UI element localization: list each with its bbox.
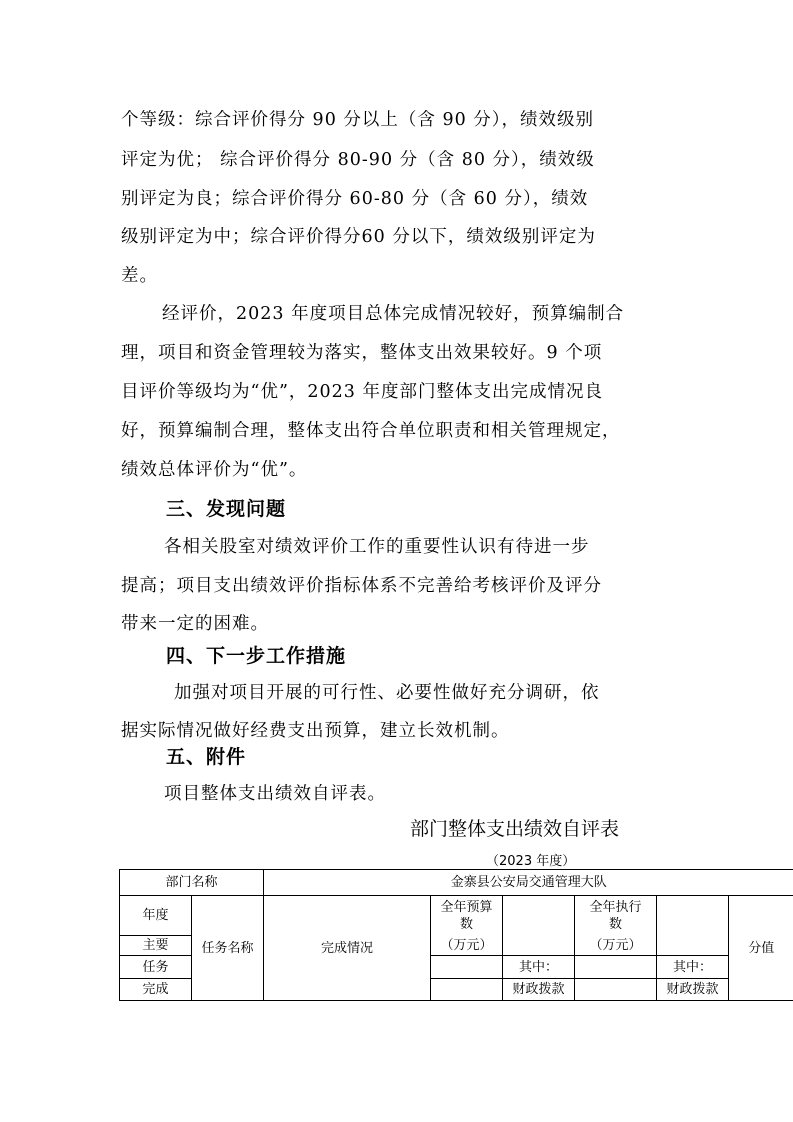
task-name-header: 任务名称	[192, 896, 264, 1001]
text-line: 绩效总体评价为“优”。	[121, 460, 308, 480]
execution-fiscal-label: 财政拨款	[657, 979, 729, 1001]
budget-empty-cell	[503, 896, 575, 936]
table-year: （2023 年度）	[486, 854, 576, 869]
budget-of-which-empty	[431, 956, 503, 979]
completion-label: 完成	[120, 979, 192, 1001]
execution-empty-cell	[657, 896, 729, 936]
execution-fiscal-empty	[575, 979, 657, 1001]
dept-name-label: 部门名称	[120, 870, 264, 896]
text-line: 经评价，2023 年度项目总体完成情况较好，预算编制合	[162, 304, 625, 324]
text-line: 提高；项目支出绩效评价指标体系不完善给考核评价及评分	[121, 576, 602, 596]
self-evaluation-table	[119, 869, 793, 1001]
annual-budget-label: 全年预算	[440, 899, 493, 915]
table-title: 部门整体支出绩效自评表	[410, 818, 620, 840]
annual-budget-header	[431, 896, 503, 936]
text-line: 个等级：综合评价得分 90 分以上（含 90 分），绩效级别	[121, 110, 595, 130]
text-line: 各相关股室对绩效评价工作的重要性认识有待进一步	[164, 537, 590, 557]
text-line: 好，预算编制合理，整体支出符合单位职责和相关管理规定，	[121, 421, 621, 441]
annual-execution-label: 全年执行	[589, 899, 642, 915]
text-line: 带来一定的困难。	[121, 614, 269, 634]
budget-unit: （万元）	[431, 936, 503, 956]
text-line: 差。	[121, 266, 158, 286]
budget-fiscal-label: 财政拨款	[503, 979, 575, 1001]
task-label: 任务	[120, 956, 192, 979]
text-line: 评定为优； 综合评价得分 80-90 分（含 80 分），绩效级	[121, 150, 595, 170]
text-line: 理，项目和资金管理较为落实，整体支出效果较好。9 个项	[121, 343, 603, 363]
completion-header: 完成情况	[264, 896, 431, 1001]
section-heading-next-steps: 四、下一步工作措施	[166, 645, 347, 667]
text-line: 别评定为良；综合评价得分 60-80 分（含 60 分），绩效	[121, 189, 589, 209]
budget-unit-empty	[503, 936, 575, 956]
execution-of-which-empty	[575, 956, 657, 979]
budget-of-which-label: 其中：	[503, 956, 575, 979]
text-line: 级别评定为中；综合评价得分60 分以下，绩效级别评定为	[121, 227, 596, 247]
text-line: 项目整体支出绩效自评表。	[164, 784, 386, 804]
annual-execution-header	[575, 896, 657, 936]
main-label: 主要	[120, 936, 192, 956]
execution-of-which-label: 其中：	[657, 956, 729, 979]
year-label: 年度	[120, 896, 192, 936]
text-line: 加强对项目开展的可行性、必要性做好充分调研，依	[174, 683, 600, 703]
execution-unit: （万元）	[575, 936, 657, 956]
section-heading-problems: 三、发现问题	[166, 498, 287, 520]
dept-name-value: 金寨县公安局交通管理大队	[264, 870, 793, 896]
text-line: 目评价等级均为“优”，2023 年度部门整体支出完成情况良	[121, 382, 603, 402]
text-line: 据实际情况做好经费支出预算，建立长效机制。	[121, 721, 510, 741]
execution-unit-empty	[657, 936, 729, 956]
section-heading-attachments: 五、附件	[166, 746, 247, 768]
annual-execution-label-cont: 数	[609, 916, 623, 932]
annual-budget-label-cont: 数	[460, 916, 474, 932]
budget-fiscal-empty	[431, 979, 503, 1001]
score-header: 分值	[729, 896, 793, 1001]
